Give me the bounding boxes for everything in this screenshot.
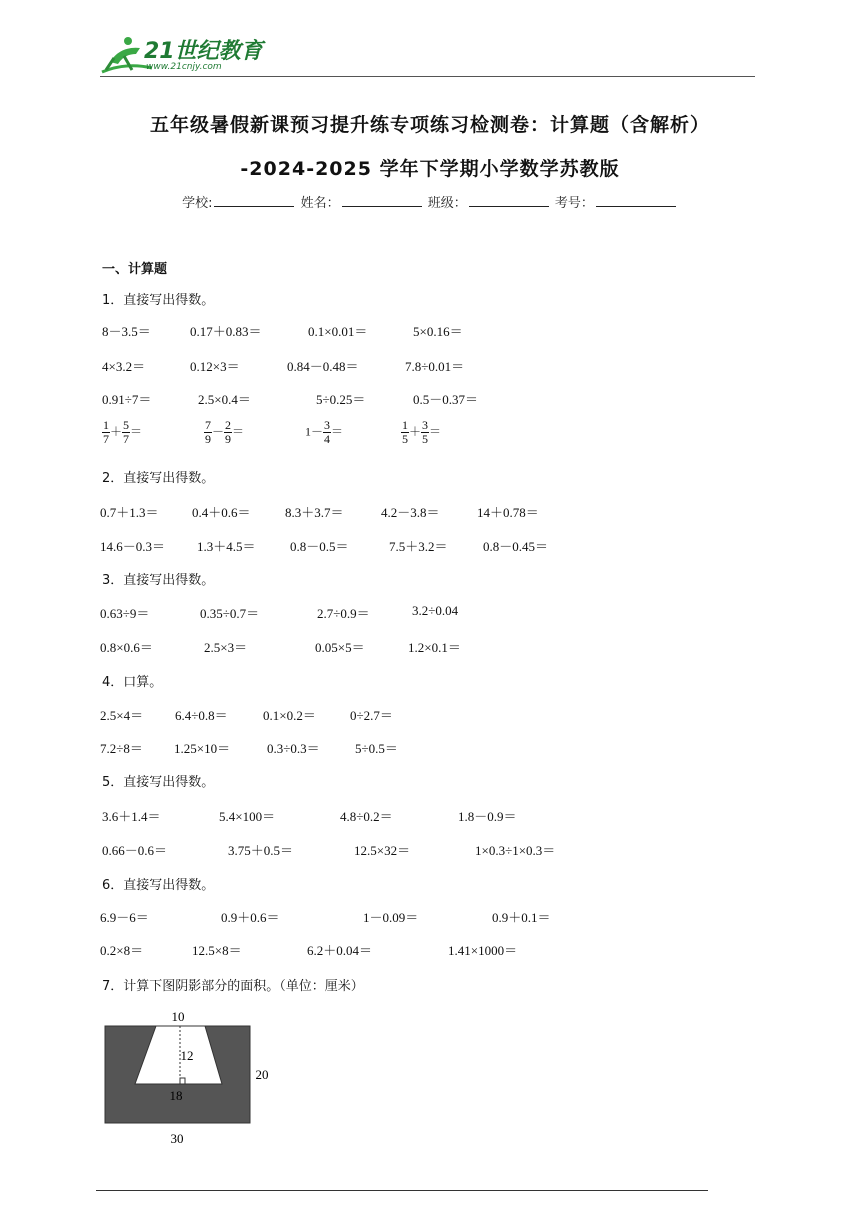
expression: 0.2×8＝ <box>100 943 144 958</box>
expression: 3.6＋1.4＝ <box>102 809 161 824</box>
rect-width-label: 30 <box>170 1131 184 1146</box>
name-label: 姓名： <box>300 196 340 211</box>
expression: 0.05×5＝ <box>315 640 365 655</box>
expression: 3.75＋0.5＝ <box>228 843 294 858</box>
expression: 0.9＋0.1＝ <box>492 910 551 925</box>
expression: 1.25×10＝ <box>174 741 231 756</box>
expression: 0.17＋0.83＝ <box>190 324 262 339</box>
expression: 6.2＋0.04＝ <box>307 943 373 958</box>
class-blank[interactable] <box>469 195 549 207</box>
expression: 3.2÷0.04 <box>412 603 459 618</box>
fraction-expression: $\frac{1}{5}$ ＋ $\frac{3}{5}$ ＝ <box>402 418 442 446</box>
expression: 0.8－0.45＝ <box>483 539 549 554</box>
fraction-expression: $\frac{1}{7}$ ＋ $\frac{5}{7}$ ＝ <box>103 418 143 446</box>
q1-row-2 <box>0 356 860 376</box>
logo-url: www.21cnjy.com <box>146 62 222 72</box>
expression: 0.8－0.5＝ <box>290 539 349 554</box>
expression: 8.3＋3.7＝ <box>285 505 344 520</box>
title-line-1: 五年级暑假新课预习提升练专项练习检测卷：计算题（含解析） <box>149 114 710 136</box>
expression: 7.2÷8＝ <box>100 741 143 756</box>
top-base-label: 10 <box>171 1009 185 1024</box>
expression: 1×0.3÷1×0.3＝ <box>475 843 556 858</box>
expression: 0.91÷7＝ <box>102 392 152 407</box>
expression: 0.1×0.01＝ <box>308 324 368 339</box>
q4-row-2 <box>0 738 860 758</box>
logo <box>96 32 271 78</box>
expression: 0.35÷0.7＝ <box>200 606 260 621</box>
q4-row-1 <box>0 705 860 725</box>
expression: 2.7÷0.9＝ <box>317 606 370 621</box>
expression: 1.3＋4.5＝ <box>197 539 256 554</box>
question-3-label: 3．直接写出得数。 <box>102 573 215 588</box>
shaded-area-figure <box>90 1005 290 1155</box>
question-2-label: 2．直接写出得数。 <box>102 471 215 486</box>
q1-row-1 <box>0 321 860 341</box>
question-4-label: 4．口算。 <box>102 675 163 690</box>
header-divider <box>100 76 755 77</box>
q2-row-2 <box>0 536 860 556</box>
expression: 6.4÷0.8＝ <box>175 708 228 723</box>
footer-divider <box>96 1190 708 1191</box>
fraction-expression: $\frac{7}{9}$ － $\frac{2}{9}$ ＝ <box>205 418 245 446</box>
q1-row-fractions <box>0 419 860 455</box>
expression: 5÷0.5＝ <box>355 741 398 756</box>
expression: 12.5×32＝ <box>354 843 411 858</box>
q5-row-2 <box>0 840 860 860</box>
expression: 1.2×0.1＝ <box>408 640 461 655</box>
expression: 0.66－0.6＝ <box>102 843 168 858</box>
fraction-expression: 1－ $\frac{3}{4}$ ＝ <box>305 418 344 446</box>
question-6-label: 6．直接写出得数。 <box>102 878 215 893</box>
expression: 0.5－0.37＝ <box>413 392 479 407</box>
expression: 4.2－3.8＝ <box>381 505 440 520</box>
student-info <box>0 192 860 211</box>
logo-text: 21世纪教育 <box>144 39 263 64</box>
expression: 0.7＋1.3＝ <box>100 505 159 520</box>
school-label: 学校: <box>182 196 213 211</box>
expression: 8－3.5＝ <box>102 324 151 339</box>
expression: 5÷0.25＝ <box>316 392 366 407</box>
section-heading: 一、计算题 <box>102 262 168 277</box>
expression: 5.4×100＝ <box>219 809 276 824</box>
q3-row-2 <box>0 637 860 657</box>
page-header <box>96 28 756 80</box>
height-label: 12 <box>180 1048 194 1063</box>
expression: 0.3÷0.3＝ <box>267 741 320 756</box>
expression: 0.8×0.6＝ <box>100 640 153 655</box>
q6-row-2 <box>0 940 860 960</box>
question-7-label: 7．计算下图阴影部分的面积。（单位：厘米） <box>102 979 364 994</box>
expression: 2.5×0.4＝ <box>198 392 251 407</box>
number-label: 考号： <box>554 196 594 211</box>
expression: 7.8÷0.01＝ <box>405 359 465 374</box>
expression: 1.8－0.9＝ <box>458 809 517 824</box>
school-blank[interactable] <box>214 195 294 207</box>
geometry-diagram <box>90 1005 290 1155</box>
expression: 6.9－6＝ <box>100 910 149 925</box>
expression: 2.5×4＝ <box>100 708 144 723</box>
expression: 14＋0.78＝ <box>477 505 539 520</box>
expression: 0.9＋0.6＝ <box>221 910 280 925</box>
name-blank[interactable] <box>342 195 422 207</box>
expression: 1.41×1000＝ <box>448 943 518 958</box>
expression: 5×0.16＝ <box>413 324 463 339</box>
expression: 0.84－0.48＝ <box>287 359 359 374</box>
q3-row-1 <box>0 603 860 623</box>
expression: 4.8÷0.2＝ <box>340 809 393 824</box>
expression: 2.5×3＝ <box>204 640 248 655</box>
expression: 0.12×3＝ <box>190 359 240 374</box>
q1-row-3 <box>0 389 860 409</box>
q5-row-1 <box>0 806 860 826</box>
expression: 14.6－0.3＝ <box>100 539 166 554</box>
question-5-label: 5．直接写出得数。 <box>102 775 215 790</box>
expression: 0.1×0.2＝ <box>263 708 316 723</box>
expression: 12.5×8＝ <box>192 943 242 958</box>
rect-height-label: 20 <box>255 1067 269 1082</box>
q2-row-1 <box>0 502 860 522</box>
expression: 7.5＋3.2＝ <box>389 539 448 554</box>
expression: 0.4＋0.6＝ <box>192 505 251 520</box>
class-label: 班级： <box>427 196 467 211</box>
expression: 4×3.2＝ <box>102 359 146 374</box>
expression: 0÷2.7＝ <box>350 708 393 723</box>
expression: 0.63÷9＝ <box>100 606 150 621</box>
bottom-base-label: 18 <box>169 1088 183 1103</box>
expression: 1－0.09＝ <box>363 910 419 925</box>
number-blank[interactable] <box>596 195 676 207</box>
q6-row-1 <box>0 907 860 927</box>
title-line-2: -2024-2025 学年下学期小学数学苏教版 <box>240 158 620 180</box>
question-1-label: 1．直接写出得数。 <box>102 293 215 308</box>
